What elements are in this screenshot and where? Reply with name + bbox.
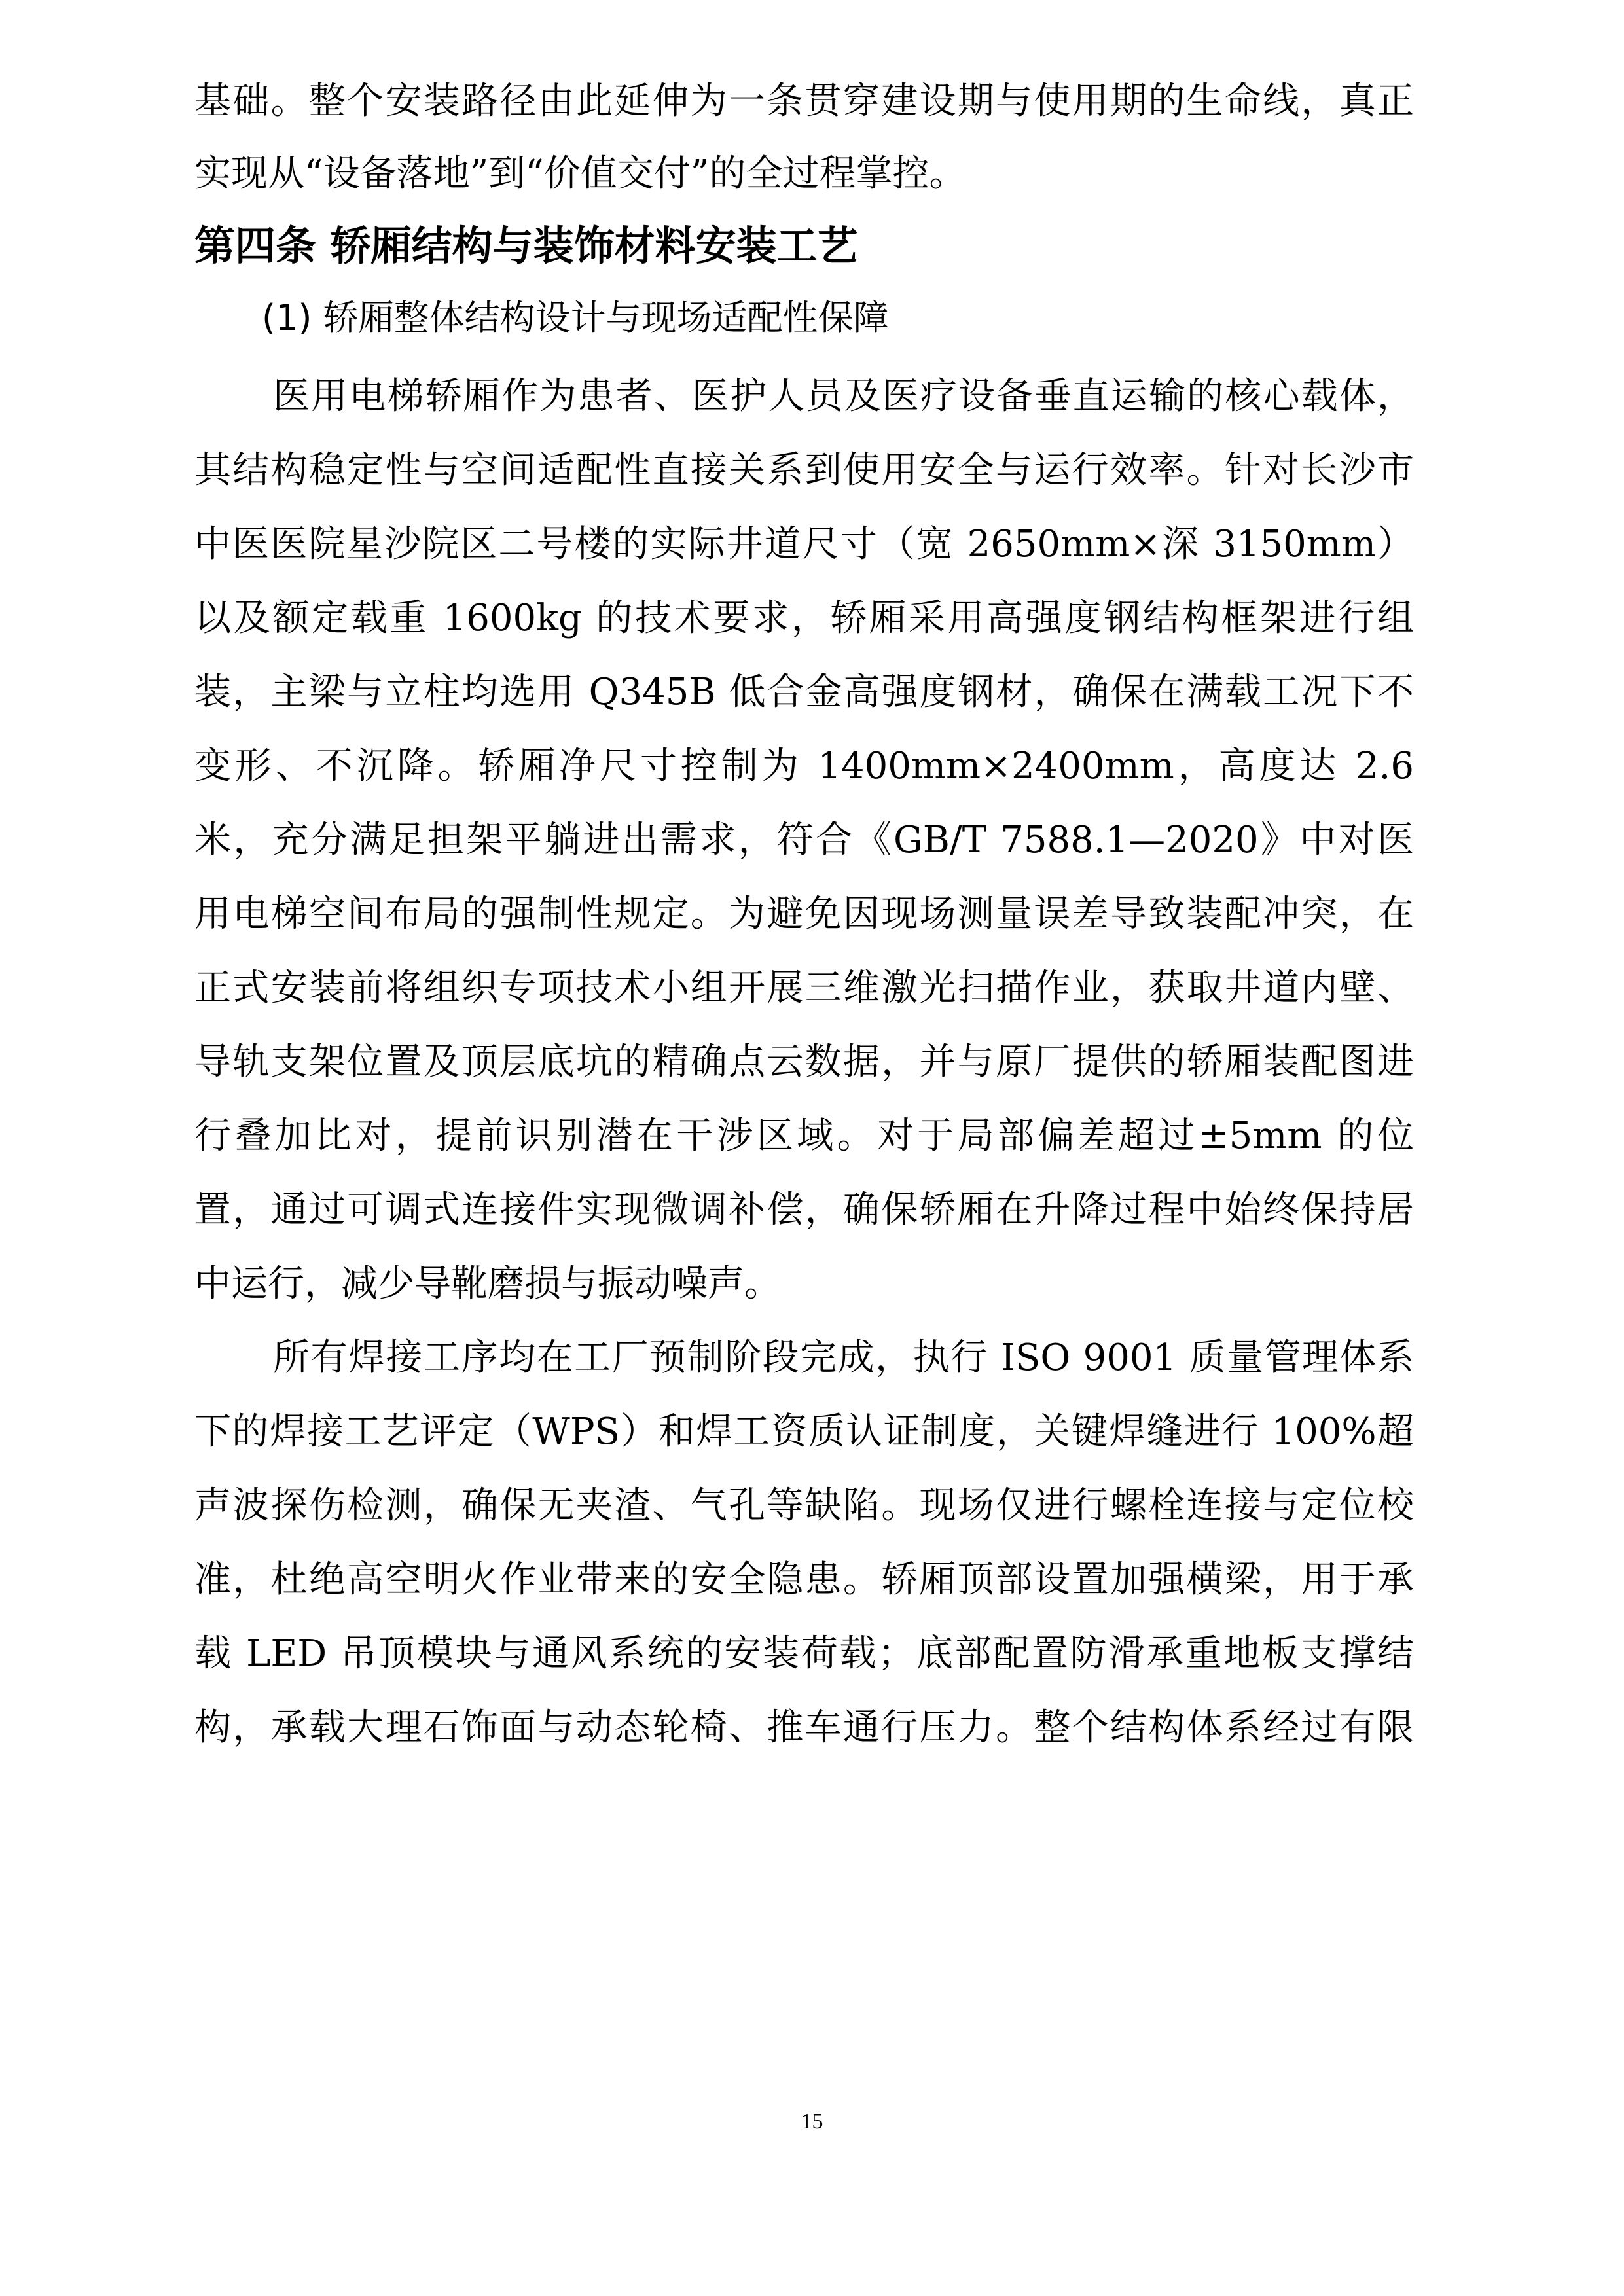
paragraph-line: 准，杜绝高空明火作业带来的安全隐患。轿厢顶部设置加强横梁，用于承 (194, 1558, 1414, 1601)
paragraph-line: 用电梯空间布局的强制性规定。为避免因现场测量误差导致装配冲突，在 (194, 893, 1414, 935)
paragraph-line: 导轨支架位置及顶层底坑的精确点云数据，并与原厂提供的轿厢装配图进 (194, 1041, 1414, 1083)
paragraph-line: 声波探伤检测，确保无夹渣、气孔等缺陷。现场仅进行螺栓连接与定位校 (194, 1484, 1414, 1527)
paragraph-line: 下的焊接工艺评定（WPS）和焊工资质认证制度，关键焊缝进行 100%超 (194, 1410, 1414, 1453)
paragraph-line: 医用电梯轿厢作为患者、医护人员及医疗设备垂直运输的核心载体， (273, 375, 1414, 418)
paragraph-line: 以及额定载重 1600kg 的技术要求，轿厢采用高强度钢结构框架进行组 (194, 597, 1414, 639)
paragraph-line: 正式安装前将组织专项技术小组开展三维激光扫描作业，获取井道内壁、 (194, 967, 1414, 1009)
subsection-heading: (1) 轿厢整体结构设计与现场适配性保障 (262, 297, 889, 338)
paragraph-line: 中医医院星沙院区二号楼的实际井道尺寸（宽 2650mm×深 3150mm） (194, 523, 1414, 565)
paragraph-line: 中运行，减少导靴磨损与振动噪声。 (194, 1263, 781, 1305)
paragraph-line: 载 LED 吊顶模块与通风系统的安装荷载；底部配置防滑承重地板支撑结 (194, 1632, 1414, 1675)
paragraph-line: 变形、不沉降。轿厢净尺寸控制为 1400mm×2400mm，高度达 2.6 (194, 745, 1414, 787)
paragraph-line: 其结构稳定性与空间适配性直接关系到使用安全与运行效率。针对长沙市 (194, 449, 1414, 492)
page-number: 15 (801, 2109, 823, 2134)
paragraph-line: 置，通过可调式连接件实现微调补偿，确保轿厢在升降过程中始终保持居 (194, 1189, 1414, 1231)
paragraph-line: 装，主梁与立柱均选用 Q345B 低合金高强度钢材，确保在满载工况下不 (194, 671, 1414, 713)
paragraph-line: 米，充分满足担架平躺进出需求，符合《GB/T 7588.1—2020》中对医 (194, 819, 1414, 861)
paragraph-line: 构，承载大理石饰面与动态轮椅、推车通行压力。整个结构体系经过有限 (194, 1706, 1414, 1749)
continuation-line-1: 基础。整个安装路径由此延伸为一条贯穿建设期与使用期的生命线，真正 (194, 80, 1414, 122)
paragraph-line: 所有焊接工序均在工厂预制阶段完成，执行 ISO 9001 质量管理体系 (273, 1336, 1415, 1379)
paragraph-line: 行叠加比对，提前识别潜在干涉区域。对于局部偏差超过±5mm 的位 (194, 1115, 1414, 1157)
continuation-line-2: 实现从“设备落地”到“价值交付”的全过程掌控。 (194, 152, 966, 195)
section-heading: 第四条 轿厢结构与装饰材料安装工艺 (194, 222, 858, 270)
